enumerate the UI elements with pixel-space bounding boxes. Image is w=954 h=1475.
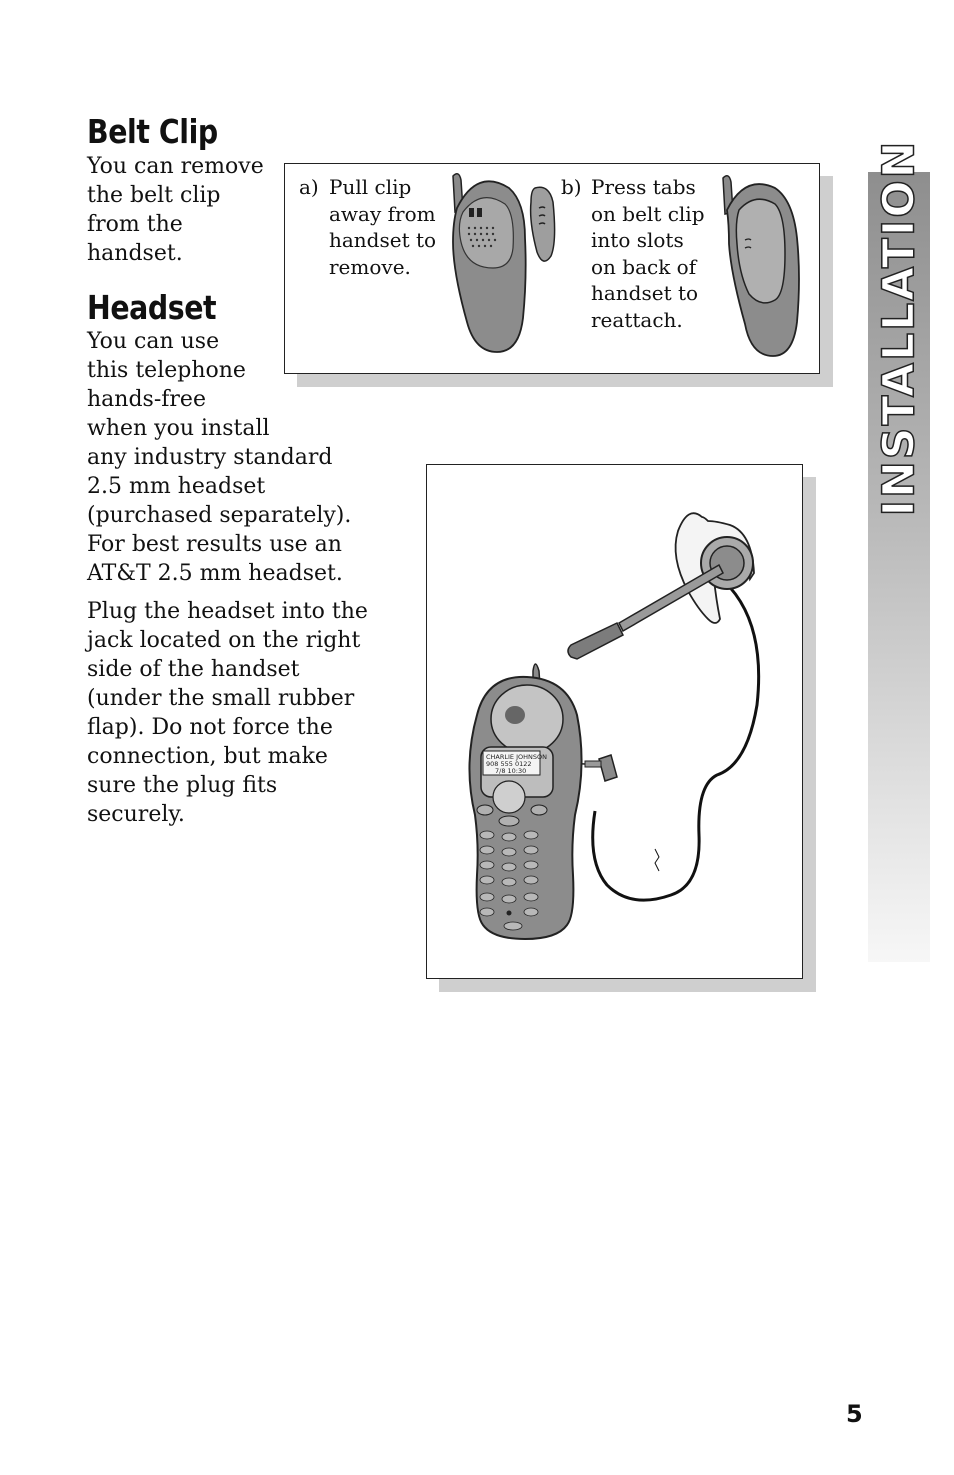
belt-clip-heading: Belt Clip [87,112,218,151]
headset-figure [426,464,803,979]
caption-line: Pull clip [329,175,412,199]
display-line-1: CHARLIE JOHNSON [486,753,547,761]
caption-line: away from [329,201,436,226]
text-line: You can remove [87,154,264,179]
text-line: (purchased separately). [87,503,352,528]
display-line-3: 7/8 10:30 [495,767,527,775]
text-line: (under the small rubber [87,686,355,711]
text-line: connection, but make [87,744,328,769]
text-line: 2.5 mm headset [87,474,266,499]
page-number: 5 [846,1400,863,1428]
text-line: flap). Do not force the [87,715,333,740]
caption-line: into slots [591,228,684,252]
step-b-label: b) [561,175,582,199]
text-line: side of the handset [87,657,300,682]
caption-line: on belt clip [591,201,705,226]
step-b-caption [561,174,711,344]
text-line: AT&T 2.5 mm headset. [87,561,343,586]
text-line: For best results use an [87,532,342,557]
step-a-label: a) [299,175,319,199]
handset-back-clip-removed-illustration [435,168,565,364]
caption-line: reattach. [591,307,683,332]
belt-clip-figure [284,163,820,374]
caption-line: handset to [591,281,699,305]
headset-connection-illustration [427,465,802,978]
text-line: any industry standard [87,445,333,470]
display-line-2: 908 555 0122 [486,760,532,768]
step-a-caption [299,174,449,294]
belt-clip-text [87,152,264,268]
text-line: hands-free [87,387,206,412]
text-line: the belt clip [87,183,221,208]
caption-line: remove. [329,254,411,279]
headset-text-2 [87,597,368,829]
caption-line: Press tabs [591,175,696,199]
caption-line: handset to [329,228,437,252]
section-tab-label: INSTALLATION [873,139,925,517]
text-line: You can use [87,329,220,354]
handset-front [469,664,581,939]
text-line: sure the plug fits [87,773,278,798]
text-line: this telephone [87,358,246,383]
text-line: handset. [87,241,183,266]
headset-heading: Headset [87,288,217,327]
text-line: securely. [87,802,185,827]
caption-line: on back of [591,254,697,279]
text-line: when you install [87,416,270,441]
text-line: Plug the headset into the [87,599,368,624]
text-line: from the [87,212,183,237]
handset-back-clip-attached-illustration [713,170,813,366]
text-line: jack located on the right [87,628,361,653]
